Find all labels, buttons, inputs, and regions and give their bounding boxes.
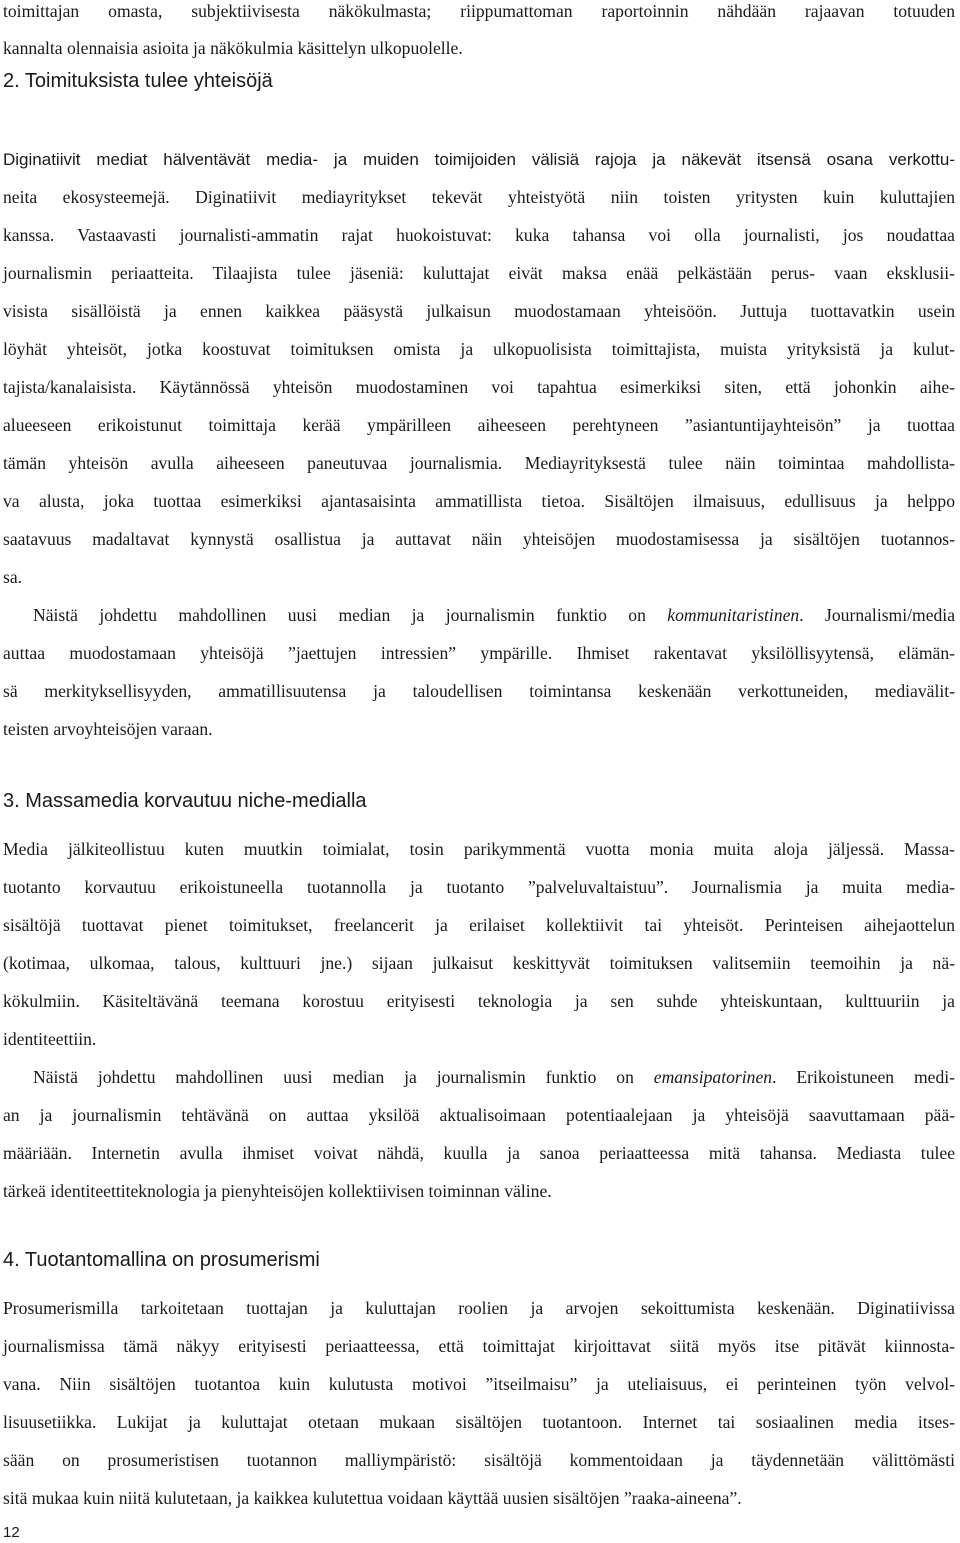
- paragraph-line: kanssa. Vastaavasti journalisti-ammatin rajat huokoistuvat: kuka tahansa voi olla journalisti, jos noudattaa: [3, 225, 955, 245]
- paragraph-line: sitä mukaa kuin niitä kulutetaan, ja kaikkea kulutettua voidaan käyttää uusien sisältöjen ”raaka-aineena”.: [3, 1488, 742, 1508]
- paragraph-line: an ja journalismin tehtävänä on auttaa yksilöä aktualisoimaan potentiaalejaan ja yhteisöjä saavuttamaan pää-: [3, 1105, 955, 1125]
- paragraph-line: identiteettiin.: [3, 1029, 97, 1049]
- paragraph-line: lisuusetiikka. Lukijat ja kuluttajat otetaan mukaan sisältöjen tuotantoon. Internet tai sosiaalinen media itses-: [3, 1412, 955, 1432]
- paragraph-line: määriään. Internetin avulla ihmiset voivat nähdä, kuulla ja sanoa periaatteessa mitä tahansa. Mediasta tulee: [3, 1143, 955, 1163]
- paragraph-line: sisältöjä tuottavat pienet toimitukset, freelancerit ja erilaiset kollektiivit tai yhteisöt. Perinteisen aihejaottelun: [3, 915, 955, 935]
- paragraph-line: visista sisällöistä ja ennen kaikkea pääsystä julkaisun muodostamaan yhteisöön. Juttuja tuottavatkin usein: [3, 301, 955, 321]
- paragraph-line: kannalta olennaisia asioita ja näkökulmia käsittelyn ulkopuolelle.: [3, 38, 463, 58]
- paragraph-line: (kotimaa, ulkomaa, talous, kulttuuri jne.) sijaan julkaisut keskittyvät toimituksen valitsemiin teemoihin ja nä-: [3, 953, 955, 973]
- paragraph-line: teisten arvoyhteisöjen varaan.: [3, 719, 213, 739]
- section-heading: 3. Massamedia korvautuu niche-medialla: [3, 790, 367, 812]
- section-heading: 4. Tuotantomallina on prosumerismi: [3, 1249, 320, 1271]
- paragraph-text: Näistä johdettu mahdollinen uusi median ja journalismin funktio on: [33, 605, 668, 625]
- paragraph-line: neita ekosysteemejä. Diginatiivit mediayritykset tekevät yhteistyötä niin toisten yritysten kuin kuluttajien: [3, 187, 955, 207]
- emphasized-term: kommunitaristinen: [667, 605, 800, 625]
- paragraph-line: löyhät yhteisöt, jotka koostuvat toimituksen omista ja ulkopuolisista toimittajista, muista yrityksistä ja kulut-: [3, 339, 955, 359]
- paragraph-line: tämän yhteisön avulla aiheeseen paneutuvaa journalismia. Mediayrityksestä tulee näin toimintaa mahdollista-: [3, 453, 955, 473]
- paragraph-line: tärkeä identiteettiteknologia ja pienyhteisöjen kollektiivisen toiminnan väline.: [3, 1181, 552, 1201]
- paragraph-line: tajista/kanalaisista. Käytännössä yhteisön muodostaminen voi tapahtua esimerkiksi siten, että johonkin aihe-: [3, 377, 955, 397]
- paragraph-text: Näistä johdettu mahdollinen uusi median ja journalismin funktio on: [33, 1067, 654, 1087]
- paragraph-line: sään on prosumeristisen tuotannon malliympäristö: sisältöjä kommentoidaan ja täydennetään välittömästi: [3, 1450, 955, 1470]
- paragraph-line: va alusta, joka tuottaa esimerkiksi ajantasaisinta ammatillista tietoa. Sisältöjen ilmaisuus, edullisuus ja helppo: [3, 491, 955, 511]
- paragraph-line: Diginatiivit mediat hälventävät media- ja muiden toimijoiden välisiä rajoja ja näkevät itsensä osana verkottu-: [3, 150, 955, 169]
- paragraph-line: sä merkityksellisyyden, ammatillisuutensa ja taloudellisen toimintansa keskenään verkottuneiden, mediavälit-: [3, 681, 955, 701]
- paragraph-text: . Journalismi/media: [799, 605, 956, 625]
- paragraph-line: journalismin periaatteita. Tilaajista tulee jäseniä: kuluttajat eivät maksa enää pelkästään perus- vaan eksklusii-: [3, 263, 955, 283]
- paragraph-line: auttaa muodostamaan yhteisöjä ”jaettujen intressien” ympärille. Ihmiset rakentavat yksilöllisyytensä, elämän-: [3, 643, 955, 663]
- paragraph-line: saatavuus madaltavat kynnystä osallistua ja auttavat näin yhteisöjen muodostamisessa ja sisältöjen tuotannos-: [3, 529, 955, 549]
- paragraph-line: sa.: [3, 567, 23, 587]
- page-number: 12: [3, 1524, 20, 1541]
- paragraph-line: Prosumerismilla tarkoitetaan tuottajan ja kuluttajan roolien ja arvojen sekoittumista keskenään. Diginatiivissa: [3, 1298, 955, 1318]
- paragraph-line: journalismissa tämä näkyy erityisesti periaatteessa, että toimittajat kirjoittavat siitä myös itse pitävät kiinnosta-: [3, 1336, 955, 1356]
- emphasized-term: emansipatorinen: [653, 1067, 773, 1087]
- paragraph-line: [33, 604, 955, 626]
- paragraph-line: alueeseen erikoistunut toimittaja kerää ympärilleen aiheeseen perehtyneen ”asiantuntijayhteisön” ja tuottaa: [3, 415, 955, 435]
- paragraph-line: [33, 1066, 955, 1088]
- paragraph-text: . Erikoistuneen medi-: [772, 1067, 956, 1087]
- paragraph-line: toimittajan omasta, subjektiivisesta näkökulmasta; riippumattoman raportoinnin nähdään rajaavan totuuden: [3, 1, 955, 21]
- paragraph-line: tuotanto korvautuu erikoistuneella tuotannolla ja tuotanto ”palveluvaltaistuu”. Journalismia ja muita media-: [3, 877, 955, 897]
- paragraph-line: Media jälkiteollistuu kuten muutkin toimialat, tosin parikymmentä vuotta monia muita aloja jäljessä. Massa-: [3, 839, 955, 859]
- paragraph-line: vana. Niin sisältöjen tuotantoa kuin kulutusta motivoi ”itseilmaisu” ja uteliaisuus, ei perinteinen työn velvol-: [3, 1374, 955, 1394]
- paragraph-line: kökulmiin. Käsiteltävänä teemana korostuu erityisesti teknologia ja sen suhde yhteiskuntaan, kulttuuriin ja: [3, 991, 955, 1011]
- section-heading: 2. Toimituksista tulee yhteisöjä: [3, 70, 273, 92]
